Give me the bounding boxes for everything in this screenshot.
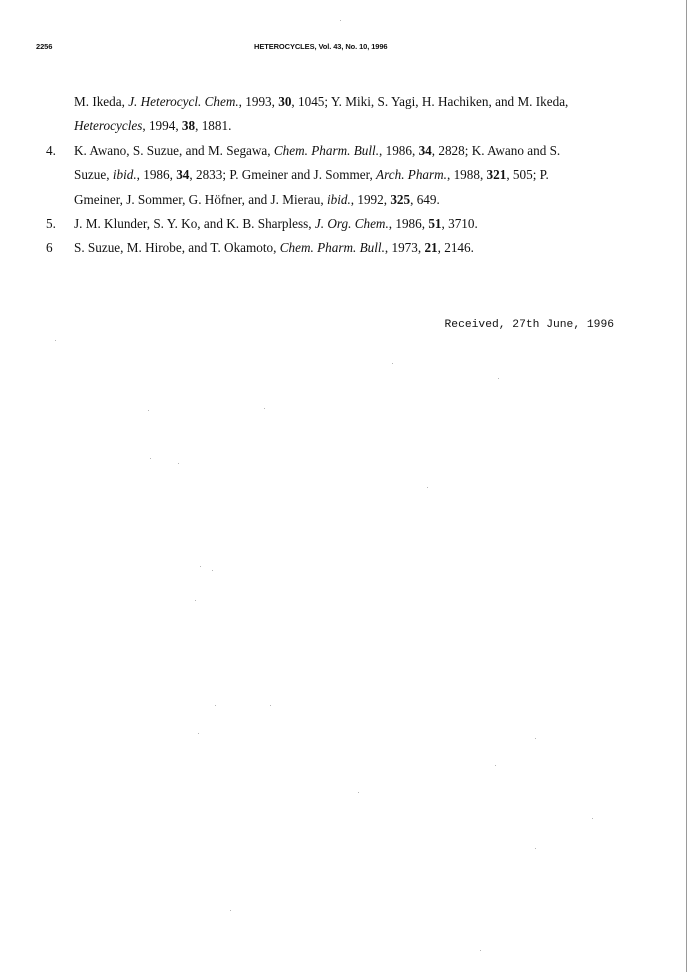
scan-speck (270, 705, 271, 706)
reference-text (74, 212, 626, 236)
journal-title: J. Heterocycl. Chem. (128, 94, 239, 109)
volume-number: 325 (390, 191, 411, 207)
reference-segment: , 1992, (350, 191, 391, 207)
scan-speck (427, 487, 428, 488)
reference-segment: Suzue, (74, 167, 113, 183)
volume-number: 321 (486, 167, 507, 183)
reference-segment: , 1986, (136, 167, 177, 183)
reference-segment: , 1045; Y. Miki, S. Yagi, H. Hachiken, and M. Ikeda, (291, 94, 569, 109)
reference-segment: , 1988, (446, 167, 487, 183)
scan-speck (358, 792, 359, 793)
journal-title: J. Org. Chem. (314, 216, 389, 232)
reference-segment: J. M. Klunder, S. Y. Ko, and K. B. Sharpless, (74, 216, 315, 232)
volume-number: 34 (418, 142, 432, 158)
reference-number: 4. (46, 142, 56, 158)
reference-segment: , 1986, (379, 142, 419, 158)
reference-segment: , 3710. (441, 216, 478, 232)
volume-number: 38 (181, 118, 196, 134)
reference-segment: , 1973, (384, 240, 425, 256)
reference-line (74, 139, 626, 163)
reference-item (46, 90, 626, 139)
reference-segment: M. Ikeda, (74, 94, 129, 109)
reference-line (74, 163, 626, 187)
reference-number: 6 (46, 240, 53, 256)
page-edge-line (686, 0, 687, 972)
scan-speck (535, 848, 536, 849)
reference-text (74, 236, 626, 260)
reference-line (74, 114, 626, 138)
running-head: HETEROCYCLES, Vol. 43, No. 10, 1996 (254, 42, 388, 51)
volume-number: 21 (424, 240, 438, 256)
reference-segment: , 1986, (388, 216, 429, 232)
reference-segment: , 1994, (142, 118, 182, 134)
journal-title: ibid. (112, 167, 137, 183)
scan-speck (148, 410, 149, 411)
reference-segment: Gmeiner, J. Sommer, G. Höfner, and J. Mierau, (74, 191, 327, 207)
scan-speck (392, 363, 393, 364)
journal-title: ibid. (326, 191, 351, 207)
scan-speck (535, 738, 536, 739)
reference-segment: , 649. (410, 191, 440, 207)
journal-title: Chem. Pharm. Bull. (279, 240, 385, 256)
reference-segment: , 2833; P. Gmeiner and J. Sommer, (189, 167, 377, 183)
reference-line (74, 188, 626, 212)
reference-line (74, 212, 626, 236)
reference-segment: , 505; P. (506, 167, 549, 183)
journal-title: Arch. Pharm. (376, 167, 447, 183)
scan-speck (264, 408, 265, 409)
reference-number: 5. (46, 216, 56, 232)
reference-item (46, 236, 626, 260)
reference-item (46, 139, 626, 212)
scan-speck (498, 378, 499, 379)
scan-speck (178, 463, 179, 464)
reference-segment: , 1993, (238, 94, 279, 109)
reference-text (74, 90, 626, 139)
scan-speck (55, 340, 56, 341)
scan-speck (480, 950, 481, 951)
page-number: 2256 (36, 42, 53, 51)
received-date: Received, 27th June, 1996 (444, 319, 614, 331)
scan-speck (198, 733, 199, 734)
scan-speck (212, 570, 213, 571)
scan-speck (495, 765, 496, 766)
scan-speck (195, 600, 196, 601)
volume-number: 30 (278, 94, 292, 109)
page-header (36, 42, 616, 56)
reference-segment: K. Awano, S. Suzue, and M. Segawa, (74, 142, 274, 158)
scan-speck (340, 20, 341, 21)
scan-speck (230, 910, 231, 911)
references-list (46, 90, 626, 261)
reference-line (74, 90, 626, 114)
scan-speck (150, 458, 151, 459)
journal-title: Heterocycles (74, 118, 143, 134)
journal-title: Chem. Pharm. Bull. (273, 142, 380, 158)
reference-item (46, 212, 626, 236)
reference-segment: , 2146. (437, 240, 474, 256)
scan-speck (592, 818, 593, 819)
reference-segment: S. Suzue, M. Hirobe, and T. Okamoto, (74, 240, 280, 256)
volume-number: 51 (428, 216, 442, 232)
reference-segment: , 2828; K. Awano and S. (431, 142, 561, 158)
reference-text (74, 139, 626, 212)
scan-speck (215, 705, 216, 706)
volume-number: 34 (176, 167, 190, 183)
scan-speck (200, 566, 201, 567)
reference-segment: , 1881. (195, 118, 232, 134)
reference-line (74, 236, 626, 260)
